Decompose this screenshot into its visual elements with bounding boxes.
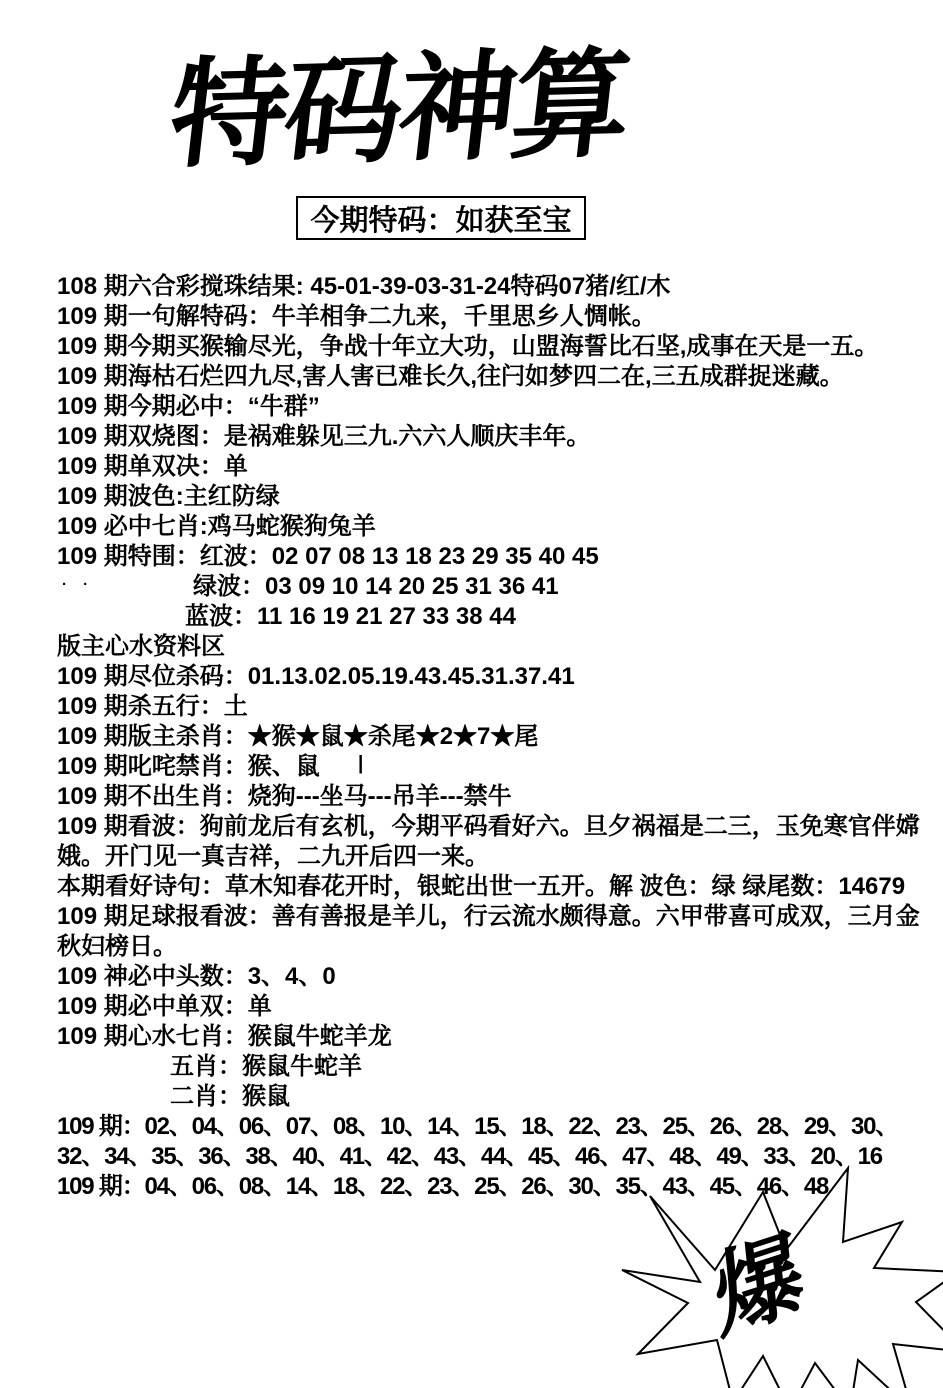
stray-dots-mark: · · — [62, 576, 95, 593]
text-row: 五肖：猴鼠牛蛇羊 — [170, 1053, 362, 1080]
text-row: 版主心水资料区 — [57, 633, 225, 660]
special-code-box — [296, 196, 586, 240]
text-row: 109 期足球报看波：善有善报是羊儿，行云流水颇得意。六甲带喜可成双，三月金 — [57, 903, 920, 930]
text-row: 109 期海枯石烂四九尽,害人害已难长久,往闩如梦四二在,三五成群捉迷藏。 — [57, 363, 844, 390]
text-row: 109 期心水七肖：猴鼠牛蛇羊龙 — [57, 1023, 392, 1050]
text-row: 109 期版主杀肖：★猴★鼠★杀尾★2★7★尾 — [57, 723, 539, 750]
text-row: 32、34、35、36、38、40、41、42、43、44、45、46、47、48、49、33、20、16 — [57, 1143, 882, 1170]
masthead-title: 特码神算 — [163, 38, 635, 183]
text-row: 109 期特围：红波：02 07 08 13 18 23 29 35 40 45 — [57, 543, 599, 570]
text-row: 109 期叱咤禁肖：猴、鼠 — [57, 753, 320, 780]
text-row: 本期看好诗句：草木知春花开时，银蛇出世一五开。解 波色：绿 绿尾数：14679 — [57, 873, 906, 900]
text-row: 109 期不出生肖：烧狗---坐马---吊羊---禁牛 — [57, 783, 512, 810]
text-row: 109 期：02、04、06、07、08、10、14、15、18、22、23、25、26、28、29、30、 — [57, 1113, 899, 1140]
text-row: 二肖：猴鼠 — [170, 1083, 290, 1110]
burst-label: 爆 — [709, 1219, 809, 1353]
text-row: 109 期双烧图：是祸难躲见三九.六六人顺庆丰年。 — [57, 423, 591, 450]
burst-badge — [605, 1158, 943, 1388]
text-row: 109 期：04、06、08、14、18、22、23、25、26、30、35、43、45、46、48 — [57, 1173, 829, 1200]
text-row: 109 期今期买猴输尽光，争战十年立大功，山盟海誓比石坚,成事在天是一五。 — [57, 333, 879, 360]
text-row: 娥。开门见一真吉祥，二九开后四一来。 — [57, 843, 489, 870]
text-row: 109 期必中单双：单 — [57, 993, 272, 1020]
text-row: 108 期六合彩搅珠结果: 45-01-39-03-31-24特码07猪/红/木 — [57, 273, 671, 300]
text-row: 秋妇榜日。 — [57, 933, 177, 960]
text-row: 109 期单双决：单 — [57, 453, 248, 480]
text-row: 109 期杀五行：土 — [57, 693, 248, 720]
text-row: 109 必中七肖:鸡马蛇猴狗兔羊 — [57, 513, 376, 540]
text-row: 109 神必中头数：3、4、0 — [57, 963, 336, 990]
text-row: 蓝波：11 16 19 21 27 33 38 44 — [185, 603, 516, 630]
text-row: 绿波：03 09 10 14 20 25 31 36 41 — [193, 573, 559, 600]
stray-tick-mark: | — [358, 753, 364, 774]
text-row: 109 期尽位杀码：01.13.02.05.19.43.45.31.37.41 — [57, 663, 575, 690]
text-row: 109 期今期必中：“牛群” — [57, 393, 320, 420]
body-text — [57, 272, 937, 1202]
special-code-text: 今期特码：如获至宝 — [310, 204, 572, 237]
text-row: 109 期波色:主红防绿 — [57, 483, 280, 510]
text-row: 109 期一句解特码：牛羊相争二九来，千里思乡人惆帐。 — [57, 303, 656, 330]
text-row: 109 期看波：狗前龙后有玄机，今期平码看好六。旦夕祸福是二三，玉免寒官伴嫦 — [57, 813, 920, 840]
